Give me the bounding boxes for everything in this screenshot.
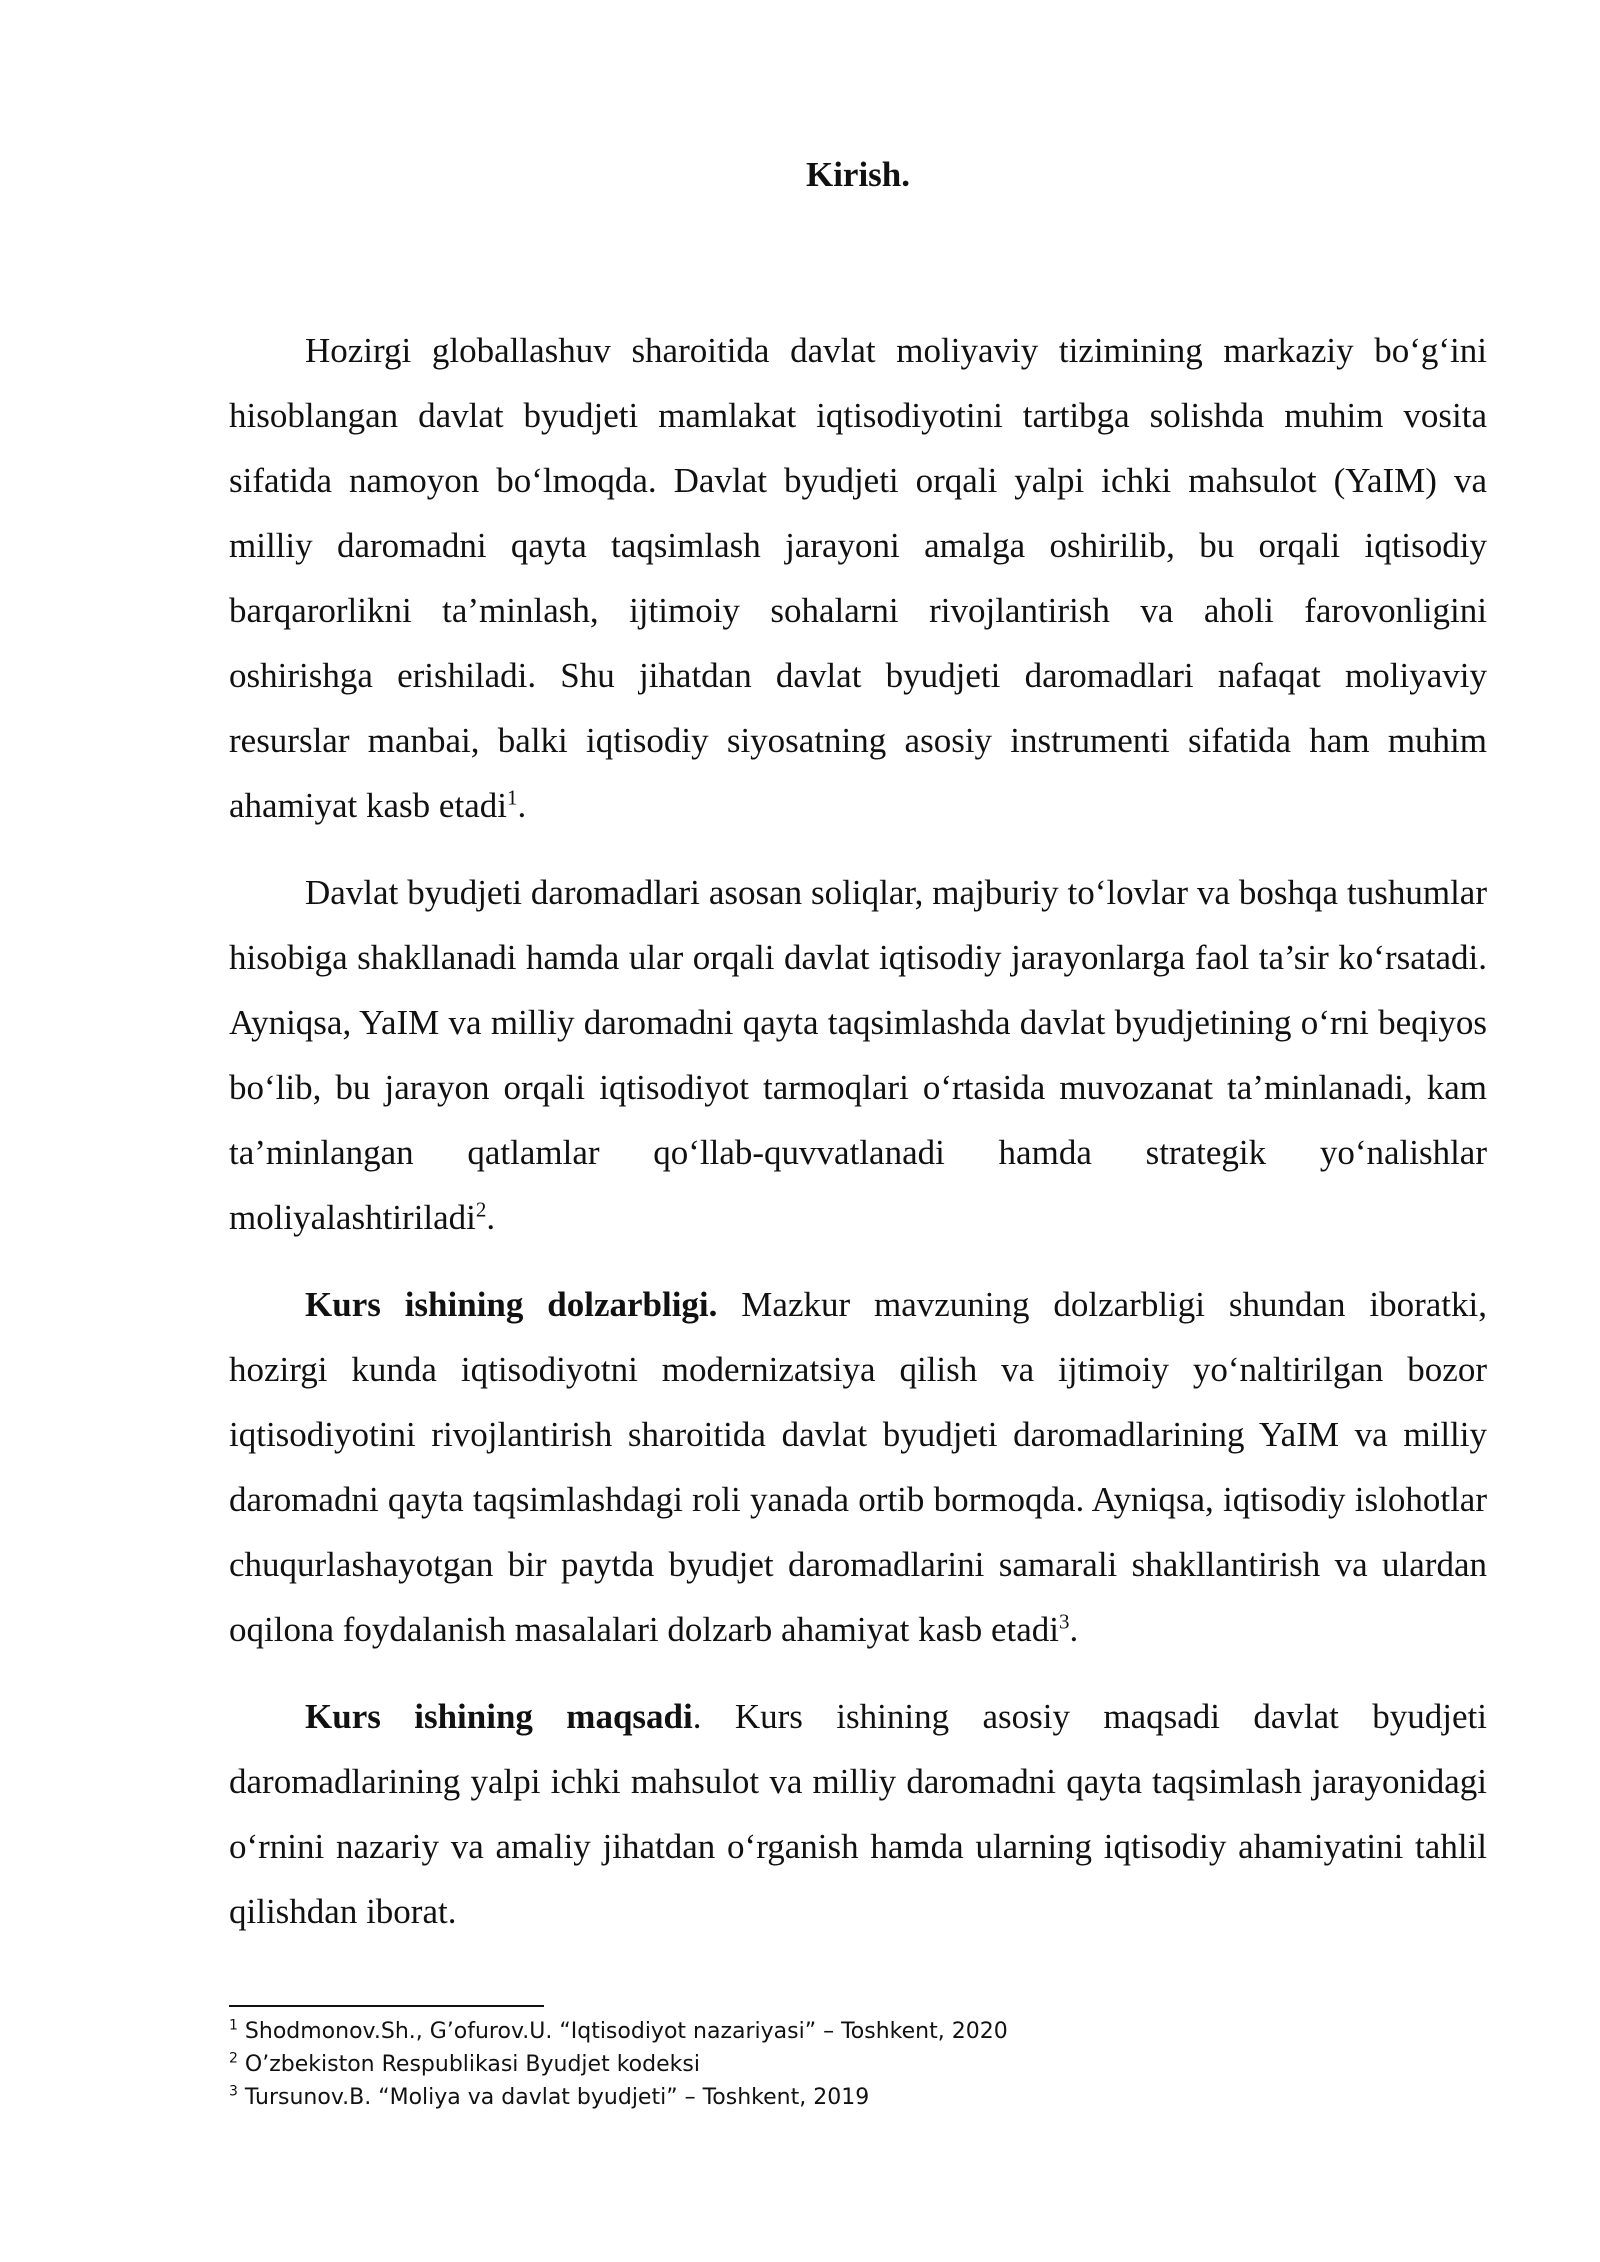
paragraph-text: Davlat byudjeti daromadlari asosan soliqlar, majburiy to‘lovlar va boshqa tushumlar hisobiga shakllanadi hamda ular orqali davlat iqtisodiy jarayonlarga faol ta’sir ko‘rsatadi. Ayniqsa, YaIM va milliy daromadni qayta taqsimlashda davlat byudjetining o‘rni beqiyos bo‘lib, bu jarayon orqali iqtisodiyot tarmoqlari o‘rtasida muvozanat ta’minlanadi, kam ta’minlangan qatlamlar qo‘llab-quvvatlanadi hamda strategik yo‘nalishlar moliyalashtiriladi [229, 873, 1487, 1237]
body-text [229, 318, 1487, 1966]
footnote-ref: 2 [475, 1197, 487, 1222]
paragraph-revenues [229, 860, 1487, 1250]
paragraph-end: . [1069, 1610, 1079, 1649]
footnote-text: Shodmonov.Sh., G’ofurov.U. “Iqtisodiyot nazariyasi” – Toshkent, 2020 [244, 2019, 1008, 2044]
page-title: Kirish. [805, 155, 911, 194]
footnote-ref: 1 [506, 785, 518, 810]
footnote-ref: 3 [1059, 1609, 1070, 1634]
paragraph-end: . [486, 1198, 496, 1237]
paragraph-goal [229, 1684, 1487, 1944]
footnote-text: O’zbekiston Respublikasi Byudjet kodeksi [244, 2052, 700, 2077]
footnote-item [229, 2081, 1487, 2114]
paragraph-intro [229, 318, 1487, 838]
paragraph-lead-heading: Kurs ishining maqsadi [305, 1697, 693, 1736]
paragraph-text: Mazkur mavzuning dolzarbligi shundan iboratki, hozirgi kunda iqtisodiyotni modernizatsiya qilish va ijtimoiy yo‘naltirilgan bozor iqtisodiyotini rivojlantirish sharoitida davlat byudjeti daromadlarining YaIM va milliy daromadni qayta taqsimlashdagi roli yanada ortib bormoqda. Ayniqsa, iqtisodiy islohotlar chuqurlashayotgan bir paytda byudjet daromadlarini samarali shakllantirish va ulardan oqilona foydalanish masalalari dolzarb ahamiyat kasb etadi [229, 1285, 1487, 1649]
footnotes [229, 2015, 1487, 2114]
paragraph-text: Hozirgi globallashuv sharoitida davlat moliyaviy tizimining markaziy bo‘g‘ini hisoblangan davlat byudjeti mamlakat iqtisodiyotini tartibga solishda muhim vosita sifatida namoyon bo‘lmoqda. Davlat byudjeti orqali yalpi ichki mahsulot (YaIM) va milliy daromadni qayta taqsimlash jarayoni amalga oshirilib, bu orqali iqtisodiy barqarorlikni ta’minlash, ijtimoiy sohalarni rivojlantirish va aholi farovonligini oshirishga erishiladi. Shu jihatdan davlat byudjeti daromadlari nafaqat moliyaviy resurslar manbai, balki iqtisodiy siyosatning asosiy instrumenti sifatida ham muhim ahamiyat kasb etadi [229, 331, 1487, 825]
footnote-number: 2 [229, 2050, 238, 2067]
paragraph-lead-heading: Kurs ishining dolzarbligi. [305, 1285, 718, 1324]
footnote-separator [229, 2005, 544, 2007]
footnote-number: 1 [229, 2017, 238, 2034]
footnote-item [229, 2048, 1487, 2081]
paragraph-text: . Kurs ishining asosiy maqsadi davlat byudjeti daromadlarining yalpi ichki mahsulot va milliy daromadni qayta taqsimlash jarayonidagi o‘rnini nazariy va amaliy jihatdan o‘rganish hamda ularning iqtisodiy ahamiyatini tahlil qilishdan iborat. [229, 1697, 1487, 1931]
footnote-text: Tursunov.B. “Moliya va davlat byudjeti” – Toshkent, 2019 [244, 2085, 870, 2110]
paragraph-end: . [517, 786, 527, 825]
footnote-item [229, 2015, 1487, 2048]
footnote-number: 3 [229, 2083, 238, 2100]
paragraph-relevance [229, 1272, 1487, 1662]
